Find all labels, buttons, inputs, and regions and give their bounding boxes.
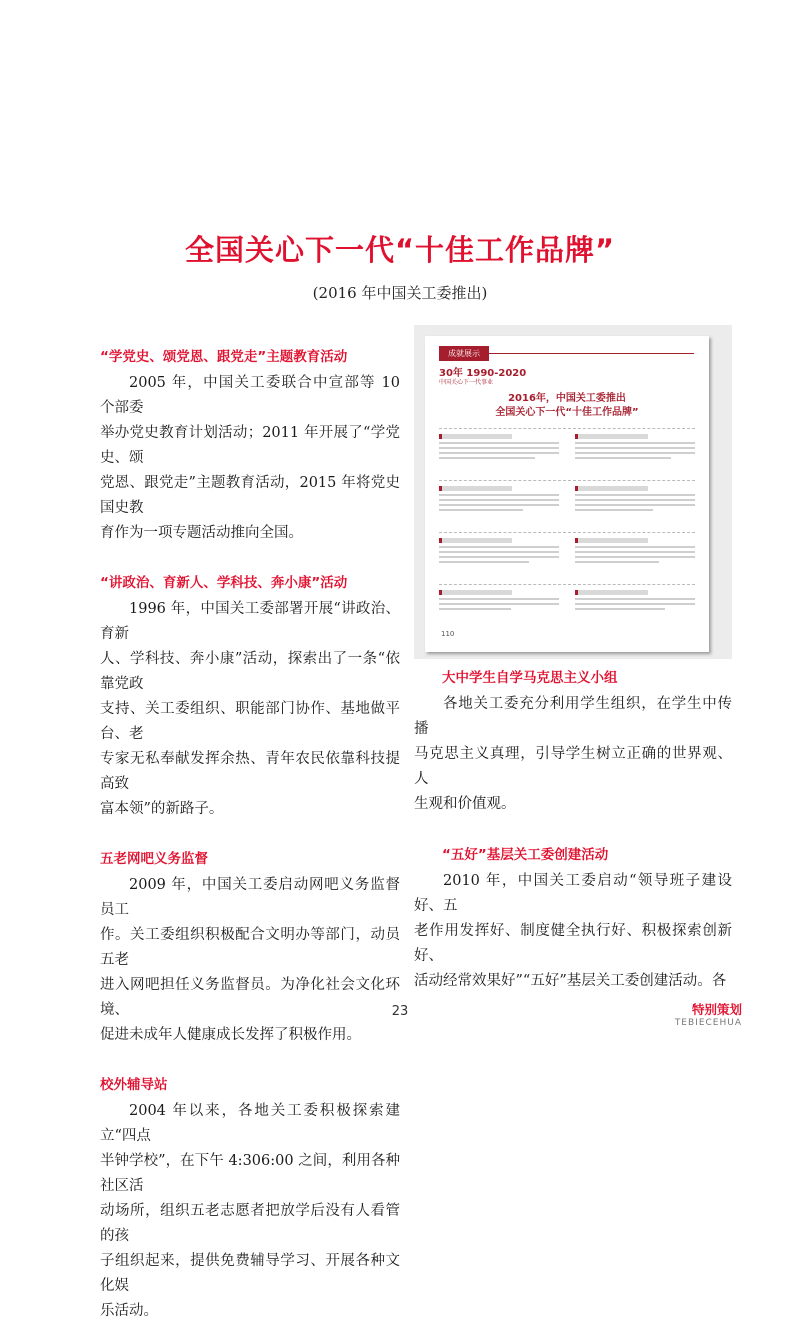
paragraph-line: 促进未成年人健康成长发挥了积极作用。 [100,1027,361,1043]
paragraph-line: 2010 年，中国关工委启动“领导班子建设好、五 [414,873,732,914]
paragraph-line: 子组织起来，提供免费辅导学习、开展各种文化娱 [100,1253,400,1294]
left-column [100,345,400,1324]
inset-years-sub: 中国关心下一代事业 [439,379,494,386]
inset-page [425,336,709,652]
page-number: 23 [391,1004,409,1019]
inset-page-number: 110 [441,630,455,638]
paragraph-line: 进入网吧担任义务监督员。为净化社会文化环境、 [100,977,400,1018]
paragraph-line: 半钟学校”，在下午 4:306:00 之间，利用各种社区活 [100,1153,400,1194]
inset-text-block [575,538,695,566]
paragraph-line: 2005 年，中国关工委联合中宣部等 10 个部委 [100,375,400,416]
paragraph-line: 举办党史教育计划活动；2011 年开展了“学党史、颂 [100,425,400,466]
section-four-points [100,571,400,822]
inset-magazine-image [414,325,732,659]
paragraph-line: 作。关工委组织积极配合文明办等部门，动员五老 [100,927,400,968]
page-title: 全国关心下一代“十佳工作品牌” [184,233,616,267]
paragraph-line: 富本领”的新路子。 [100,801,224,817]
inset-text-block [439,434,559,462]
inset-text-block [575,486,695,514]
paragraph-line: 老作用发挥好、制度健全执行好、积极探索创新好、 [414,923,732,964]
inset-text-block [439,486,559,514]
inset-divider [439,428,695,429]
section-party-history [100,345,400,546]
brand-cn: 特别策划 [691,1002,742,1017]
brand-mark [664,1000,742,1028]
paragraph-line: 2009 年，中国关工委启动网吧义务监督员工 [100,877,400,918]
paragraph-line: 生观和价值观。 [414,796,516,812]
inset-banner: 成就展示 [439,346,489,361]
paragraph-line: 各地关工委充分利用学生组织，在学生中传播 [414,696,732,737]
paragraph-line: 支持、关工委组织、职能部门协作、基地做平台、老 [100,701,400,742]
inset-title [425,392,709,420]
section-heading: 五老网吧义务监督 [100,851,208,867]
section-marxism-group [414,666,732,817]
section-heading: 大中学生自学马克思主义小组 [442,670,618,686]
brand-en: TEBIECEHUA [674,1018,742,1028]
inset-divider [439,480,695,481]
section-heading: “五好”基层关工委创建活动 [442,847,609,863]
paragraph-line: 人、学科技、奔小康”活动，探索出了一条“依靠党政 [100,651,400,692]
paragraph-line: 专家无私奉献发挥余热、青年农民依靠科技提高致 [100,751,400,792]
section-tutoring [100,1073,400,1324]
section-heading: 校外辅导站 [100,1077,168,1093]
paragraph-line: 活动经常效果好”“五好”基层关工委创建活动。各 [414,973,727,989]
paragraph-line: 育作为一项专题活动推向全国。 [100,525,303,541]
section-heading: “学党史、颂党恩、跟党走”主题教育活动 [100,349,348,365]
paragraph-line: 1996 年，中国关工委部署开展“讲政治、育新 [100,601,400,642]
section-heading: “讲政治、育新人、学科技、奔小康”活动 [100,575,348,591]
paragraph-line: 动场所，组织五老志愿者把放学后没有人看管的孩 [100,1203,400,1244]
inset-years: 30年 1990-2020 [439,368,527,379]
inset-title-line: 全国关心下一代“十佳工作品牌” [495,407,639,418]
right-column [414,666,732,994]
paragraph-line: 党恩、跟党走”主题教育活动，2015 年将党史国史教 [100,475,400,516]
inset-text-block [439,538,559,566]
paragraph-line: 马克思主义真理，引导学生树立正确的世界观、人 [414,746,732,787]
paragraph-line: 乐活动。 [100,1303,158,1319]
inset-text-block [575,434,695,462]
page-subtitle: (2016 年中国关工委推出) [312,284,488,302]
inset-divider [439,584,695,585]
inset-banner-rule [489,353,694,354]
paragraph-line: 2004 年以来，各地关工委积极探索建立“四点 [100,1103,400,1144]
inset-text-block [575,590,695,613]
inset-text-block [439,590,559,613]
inset-divider [439,532,695,533]
inset-title-line: 2016年，中国关工委推出 [508,393,626,404]
section-five-good [414,843,732,994]
